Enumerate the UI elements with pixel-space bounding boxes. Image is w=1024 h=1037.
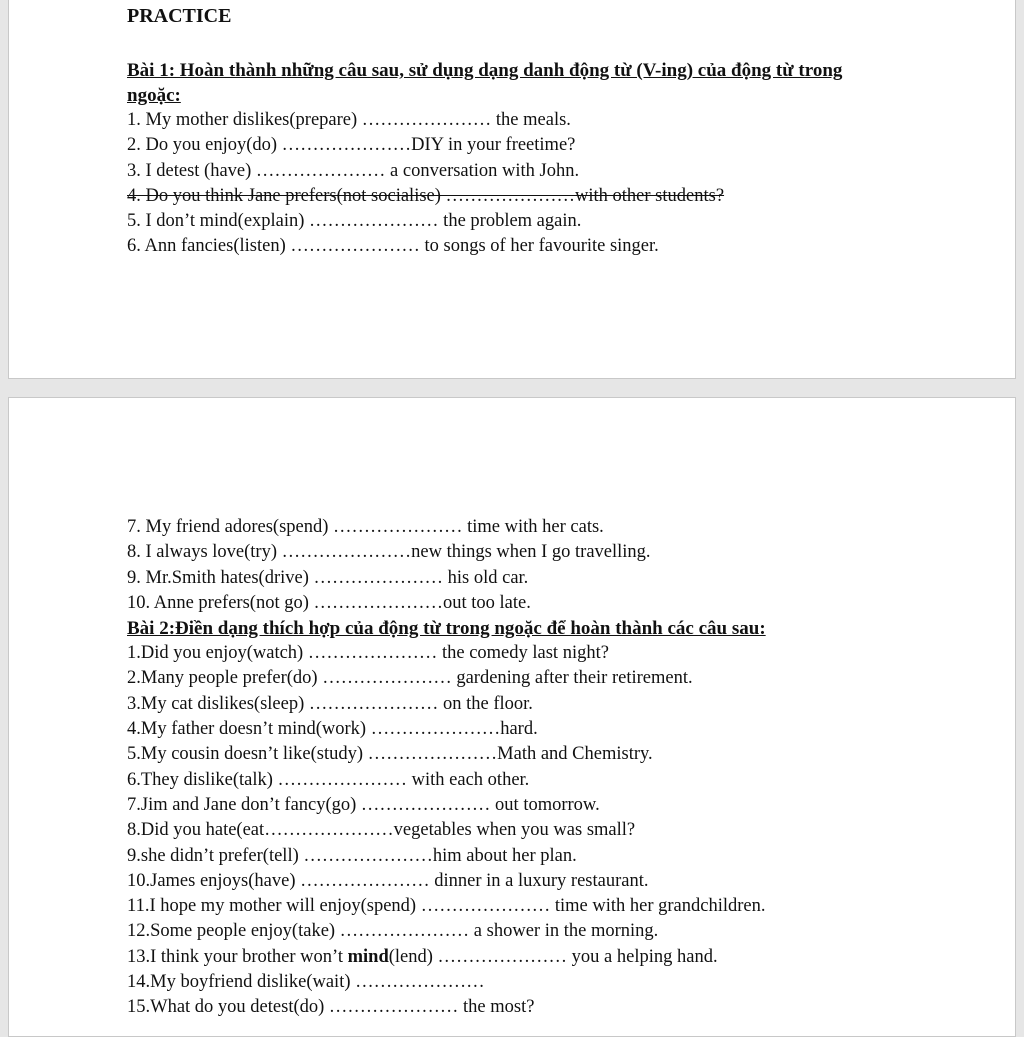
exercise-line: 11.I hope my mother will enjoy(spend) ………………… time with her grandchildren.	[127, 896, 766, 917]
exercise-line: 8.Did you hate(eat…………………vegetables when you was small?	[127, 820, 636, 841]
exercise-line: 3. I detest (have) ………………… a conversation with John.	[127, 160, 580, 181]
exercise-line: 5. I don’t mind(explain) ………………… the problem again.	[127, 211, 582, 232]
exercise-line: 8. I always love(try) …………………new things when I go travelling.	[127, 542, 651, 563]
exercise-line: 6. Ann fancies(listen) ………………… to songs of her favourite singer.	[127, 236, 659, 257]
exercise-line: 15.What do you detest(do) ………………… the most?	[127, 997, 535, 1018]
task-2-title: Bài 2:Điền dạng thích hợp của động từ trong ngoặc để hoàn thành các câu sau:	[127, 618, 766, 640]
exercise-line: 5.My cousin doesn’t like(study) …………………Math and Chemistry.	[127, 744, 653, 765]
document-page-1	[8, 0, 1016, 379]
exercise-line: 7.Jim and Jane don’t fancy(go) ………………… out tomorrow.	[127, 794, 600, 815]
exercise-line: 6.They dislike(talk) ………………… with each other.	[127, 769, 530, 790]
line-13-end: (lend) ………………… you a helping hand.	[388, 946, 718, 967]
exercise-line: 1.Did you enjoy(watch) ………………… the comedy last night?	[127, 643, 609, 664]
practice-heading: PRACTICE	[127, 5, 232, 27]
task-1-title-line-2: ngoặc:	[127, 85, 181, 106]
exercise-line: 10.James enjoys(have) ………………… dinner in a luxury restaurant.	[127, 870, 649, 891]
exercise-line: 9. Mr.Smith hates(drive) ………………… his old car.	[127, 567, 529, 588]
exercise-line: 1. My mother dislikes(prepare) ………………… the meals.	[127, 110, 571, 130]
page-2-content	[127, 515, 907, 1021]
exercise-line: 4.My father doesn’t mind(work) …………………hard.	[127, 719, 538, 740]
line-13-start: 13.I think your brother won’t	[127, 946, 348, 967]
document-page-2	[8, 397, 1016, 1037]
exercise-line: 12.Some people enjoy(take) ………………… a shower in the morning.	[127, 921, 659, 942]
exercise-line: 14.My boyfriend dislike(wait) …………………	[127, 972, 485, 993]
exercise-line: 3.My cat dislikes(sleep) ………………… on the floor.	[127, 693, 533, 714]
exercise-line-13	[127, 945, 907, 970]
line-13-bold-word: mind	[347, 946, 389, 967]
exercise-line: 2. Do you enjoy(do) …………………DIY in your freetime?	[127, 135, 576, 156]
exercise-line: 10. Anne prefers(not go) …………………out too late.	[127, 592, 531, 613]
task-1-title-line-1: Bài 1: Hoàn thành những câu sau, sử dụng dạng danh động từ (V-ing) của động từ trong	[127, 60, 843, 81]
exercise-line: 9.she didn’t prefer(tell) …………………him about her plan.	[127, 845, 577, 866]
exercise-line-struck: 4. Do you think Jane prefers(not socialise) …………………with other students?	[127, 185, 725, 206]
exercise-line: 2.Many people prefer(do) ………………… gardening after their retirement.	[127, 668, 693, 689]
page-1-content	[127, 4, 907, 260]
exercise-line: 7. My friend adores(spend) ………………… time with her cats.	[127, 517, 604, 537]
